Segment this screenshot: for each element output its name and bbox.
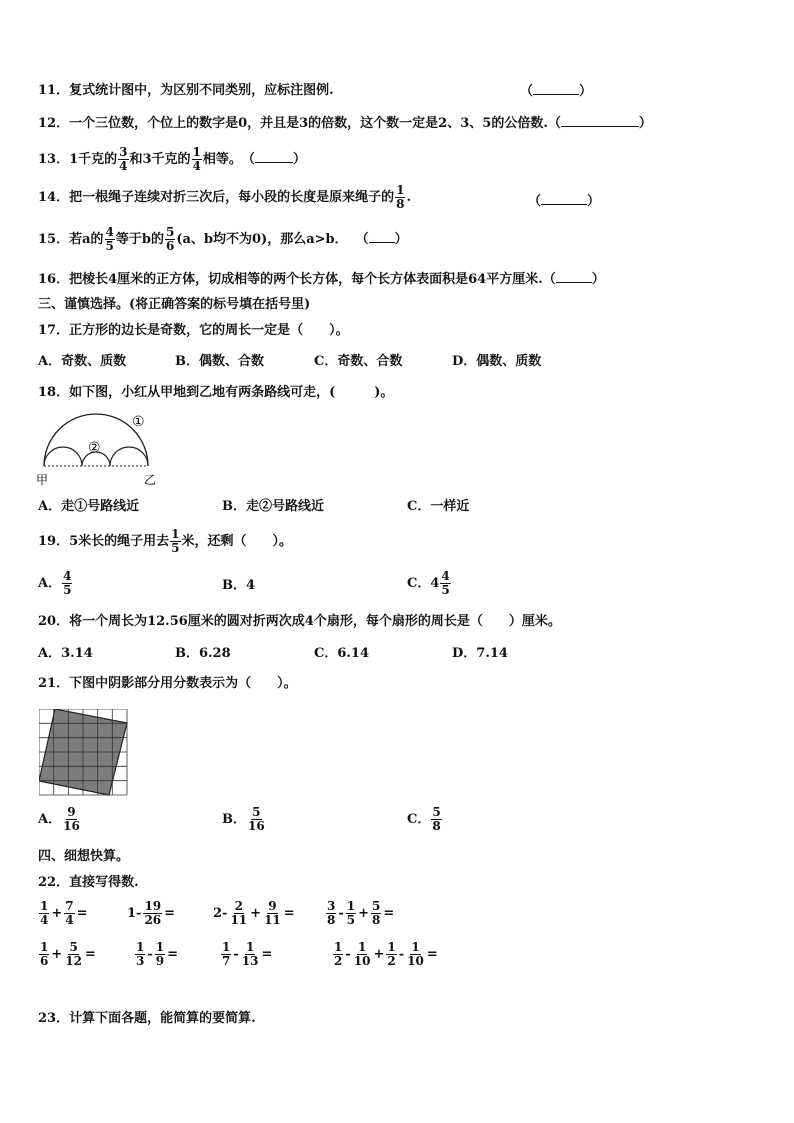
question-text: 如下图，小红从甲地到乙地有两条路线可走，( )。 — [69, 385, 394, 400]
answer-blank-15[interactable] — [356, 230, 408, 249]
paren-left: （ — [542, 272, 556, 287]
numerator: 1 — [357, 940, 367, 954]
question-text: 直接写得数. — [69, 875, 139, 890]
option-text: 号路线近 — [87, 499, 140, 514]
numerator: 1 — [192, 145, 201, 159]
question-number: 14． — [38, 189, 70, 205]
numerator: 5 — [69, 940, 78, 954]
question-number: 23． — [38, 1011, 70, 1026]
numerator: 4 — [105, 225, 114, 239]
paren-right: ） — [579, 84, 593, 99]
fraction — [170, 528, 180, 555]
numerator: 1 — [136, 940, 145, 954]
question-12 — [38, 114, 652, 133]
route-diagram — [34, 408, 164, 488]
point-yi-label: 乙 — [144, 473, 157, 487]
numerator: 1 — [411, 940, 420, 954]
operator: + — [51, 906, 63, 921]
denominator: 16 — [248, 819, 265, 833]
paren-right: ） — [638, 116, 652, 131]
calc-expression-4 — [325, 900, 395, 927]
option-a[interactable] — [38, 570, 73, 597]
calc-expression-8 — [332, 941, 439, 968]
question-number: 18． — [38, 385, 70, 400]
operator: + — [250, 906, 262, 921]
option-text: 号路线近 — [272, 499, 325, 514]
fraction — [62, 570, 72, 597]
numerator: 1 — [346, 899, 356, 913]
option-label: A． — [38, 811, 62, 827]
question-text: 将一个周长为12.56厘米的圆对折两次成4个扇形，每个扇形的周长是（ ）厘米。 — [69, 614, 561, 629]
question-text: 正方形的边长是奇数，它的周长一定是（ ）。 — [69, 323, 349, 338]
numerator: 2 — [234, 899, 243, 913]
denominator: 5 — [441, 583, 450, 597]
question-text: 相等。 — [202, 151, 242, 167]
question-text: 计算下面各题，能简算的要简算. — [69, 1011, 256, 1026]
paren-left: （ — [520, 84, 534, 99]
option-label: B． — [222, 811, 246, 827]
question-number: 17． — [38, 323, 70, 338]
numerator: 3 — [327, 899, 336, 913]
numerator: 1 — [334, 940, 343, 954]
question-number: 15． — [38, 231, 70, 247]
fraction — [165, 226, 175, 253]
option-label: C． — [407, 811, 431, 827]
question-21 — [38, 675, 297, 693]
blank-line — [533, 82, 579, 95]
fraction — [406, 941, 425, 968]
equals-sign: = — [283, 906, 295, 921]
operator: - — [345, 947, 351, 962]
numerator: 5 — [432, 805, 441, 819]
denominator: 4 — [192, 159, 201, 173]
question-22 — [38, 874, 139, 892]
fraction — [229, 900, 248, 927]
equals-sign: = — [167, 947, 179, 962]
denominator: 5 — [105, 239, 114, 253]
fraction — [192, 146, 202, 173]
answer-blank-13[interactable] — [242, 150, 306, 169]
question-text: 和3千克的 — [129, 151, 191, 167]
option-a[interactable] — [38, 806, 82, 833]
fraction — [118, 146, 128, 173]
blank-line — [556, 270, 592, 283]
option-text: B．走 — [222, 499, 259, 514]
question-text: 5米长的绳子用去 — [69, 533, 170, 549]
paren-right: ） — [591, 272, 605, 287]
numerator: 7 — [65, 899, 74, 913]
denominator: 12 — [65, 954, 82, 968]
fraction — [135, 941, 145, 968]
option-b[interactable]: B．偶数、合数 — [175, 354, 264, 369]
numerator: 4 — [63, 569, 72, 583]
numerator: 1 — [40, 940, 49, 954]
numerator: 5 — [372, 899, 381, 913]
fraction — [64, 900, 74, 927]
numerator: 1 — [387, 940, 396, 954]
question-13 — [38, 146, 306, 173]
paren-left: （ — [241, 152, 255, 167]
operator: - — [147, 947, 153, 962]
calc-expression-5 — [38, 941, 97, 968]
route-2-arc-right — [110, 447, 148, 466]
numerator: 4 — [441, 569, 450, 583]
question-number: 19． — [38, 533, 70, 549]
fraction — [221, 941, 231, 968]
denominator: 2 — [334, 954, 343, 968]
operator: + — [373, 947, 385, 962]
denominator: 7 — [222, 954, 231, 968]
option-c[interactable] — [407, 570, 452, 597]
denominator: 9 — [155, 954, 165, 968]
question-number: 20． — [38, 614, 70, 629]
denominator: 5 — [171, 541, 180, 555]
question-text: 若a的 — [69, 231, 104, 247]
question-16 — [38, 270, 605, 289]
answer-blank-14[interactable] — [528, 192, 600, 211]
equals-sign: = — [84, 947, 96, 962]
whole-number: 4 — [430, 575, 440, 591]
denominator: 6 — [40, 954, 49, 968]
question-19 — [38, 528, 292, 555]
fraction — [105, 226, 115, 253]
numerator: 1 — [155, 940, 165, 954]
denominator: 5 — [63, 583, 72, 597]
numerator: 9 — [67, 805, 76, 819]
denominator: 10 — [407, 954, 424, 968]
option-a[interactable]: A．3.14 — [38, 646, 93, 661]
numerator: 3 — [119, 145, 128, 159]
paren-right: ） — [292, 152, 306, 167]
blank-line — [541, 192, 587, 205]
equals-sign: = — [76, 906, 88, 921]
question-text: 把棱长4厘米的正方体，切成相等的两个长方体，每个长方体表面积是64平方厘米. — [69, 272, 543, 287]
question-11 — [38, 82, 334, 100]
denominator: 10 — [353, 954, 371, 968]
denominator: 8 — [372, 913, 381, 927]
route-2-label: ② — [88, 440, 101, 456]
option-b[interactable]: B．4 — [222, 578, 256, 593]
denominator: 11 — [264, 913, 281, 927]
question-text: (a、b均不为0)，那么a>b． — [176, 231, 348, 247]
question-text: 复式统计图中，为区别不同类别，应标注图例. — [69, 83, 334, 98]
fraction — [39, 900, 49, 927]
denominator: 4 — [65, 913, 74, 927]
fraction — [353, 941, 372, 968]
denominator: 4 — [119, 159, 128, 173]
option-b[interactable]: B．6.28 — [175, 646, 231, 661]
section-heading-3: 三、谨慎选择。(将正确答案的标号填在括号里) — [38, 297, 311, 312]
denominator: 8 — [396, 197, 405, 211]
paren-left: （ — [547, 116, 561, 131]
shaded-square-grid — [39, 709, 129, 797]
fraction — [247, 806, 266, 833]
calc-expression-1 — [38, 900, 89, 927]
option-c[interactable] — [407, 806, 443, 833]
denominator: 26 — [144, 913, 162, 927]
question-text: . — [406, 189, 411, 205]
option-d[interactable]: D．7.14 — [452, 646, 508, 661]
operator: + — [358, 906, 370, 921]
denominator: 8 — [432, 819, 441, 833]
numerator: 5 — [165, 225, 175, 239]
calc-expression-6 — [134, 941, 179, 968]
question-number: 22． — [38, 875, 70, 890]
option-text: A．走 — [38, 499, 75, 514]
option-d[interactable]: D．偶数、质数 — [452, 354, 542, 369]
question-text: 一个三位数，个位上的数字是0，并且是3的倍数，这个数一定是2、3、5的公倍数. — [69, 116, 548, 131]
numerator: 1 — [222, 940, 231, 954]
operator: - — [233, 947, 239, 962]
fraction — [395, 184, 405, 211]
equals-sign: = — [426, 947, 438, 962]
route-2-arc-left — [44, 447, 82, 466]
fraction — [371, 900, 381, 927]
paren-left: （ — [528, 194, 542, 209]
question-23 — [38, 1010, 256, 1028]
numerator: 1 — [40, 899, 49, 913]
operator: - — [398, 947, 405, 962]
denominator: 2 — [387, 954, 396, 968]
fraction — [155, 941, 165, 968]
equals-sign: = — [383, 906, 395, 921]
numerator: 1 — [171, 527, 180, 541]
paren-right: ） — [587, 194, 601, 209]
fraction — [39, 941, 49, 968]
denominator: 16 — [63, 819, 80, 833]
fraction — [431, 806, 441, 833]
answer-blank-16[interactable] — [543, 272, 605, 287]
numerator: 1 — [245, 940, 255, 954]
denominator: 3 — [136, 954, 145, 968]
fraction — [386, 941, 396, 968]
question-20 — [38, 613, 561, 631]
question-number: 11． — [38, 83, 70, 98]
equals-sign: = — [164, 906, 176, 921]
paren-right: ） — [394, 232, 408, 247]
route-1-label: ① — [132, 414, 145, 430]
question-17 — [38, 322, 349, 340]
question-number: 13． — [38, 151, 70, 167]
numerator: 5 — [252, 805, 261, 819]
blank-line — [369, 230, 395, 243]
question-15 — [38, 226, 408, 253]
question-number: 12． — [38, 116, 70, 131]
question-number: 16． — [38, 272, 70, 287]
operator: - — [338, 906, 344, 921]
operator: 1- — [127, 906, 142, 921]
option-label: A． — [38, 575, 62, 591]
answer-blank-12[interactable] — [548, 116, 652, 131]
equals-sign: = — [261, 947, 273, 962]
blank-line — [255, 150, 293, 163]
question-text: 米，还剩（ ）。 — [181, 533, 293, 549]
question-14 — [38, 184, 411, 211]
question-text: 1千克的 — [69, 151, 118, 167]
fraction — [333, 941, 343, 968]
operator: + — [51, 947, 63, 962]
option-label: C． — [407, 575, 431, 591]
fraction — [62, 806, 81, 833]
blank-line — [561, 114, 639, 127]
calc-expression-2 — [126, 900, 176, 927]
fraction — [241, 941, 260, 968]
numerator: 19 — [144, 899, 162, 913]
question-text: 等于b的 — [115, 231, 164, 247]
denominator: 8 — [327, 913, 336, 927]
fraction — [440, 570, 450, 597]
fraction — [326, 900, 336, 927]
option-b[interactable] — [222, 498, 324, 516]
numerator: 1 — [396, 183, 405, 197]
option-a[interactable]: A．奇数、质数 — [38, 354, 127, 369]
fraction — [64, 941, 83, 968]
option-c[interactable]: C．一样近 — [407, 499, 470, 514]
section-heading-4: 四、细想快算。 — [38, 849, 130, 864]
fraction — [346, 900, 356, 927]
point-jia-label: 甲 — [36, 473, 49, 487]
denominator: 6 — [165, 239, 175, 253]
denominator: 13 — [241, 954, 259, 968]
numerator: 9 — [268, 899, 277, 913]
answer-blank-11[interactable] — [520, 82, 592, 101]
option-c[interactable]: C．6.14 — [314, 646, 370, 661]
calc-expression-3 — [212, 900, 296, 927]
question-text: 下图中阴影部分用分数表示为（ ）。 — [69, 676, 297, 691]
paren-left: （ — [355, 232, 369, 247]
option-c[interactable]: C．奇数、合数 — [314, 354, 403, 369]
route-mark: ① — [74, 499, 88, 514]
denominator: 11 — [230, 913, 248, 927]
fraction — [263, 900, 282, 927]
question-text: 把一根绳子连续对折三次后，每小段的长度是原来绳子的 — [69, 189, 395, 205]
operator: 2- — [213, 906, 228, 921]
option-a[interactable] — [38, 498, 139, 516]
denominator: 5 — [346, 913, 356, 927]
calc-expression-7 — [220, 941, 273, 968]
question-number: 21． — [38, 676, 70, 691]
fraction — [143, 900, 162, 927]
option-b[interactable] — [222, 806, 267, 833]
question-18 — [38, 384, 393, 402]
route-mark: ② — [259, 499, 273, 514]
denominator: 4 — [40, 913, 49, 927]
